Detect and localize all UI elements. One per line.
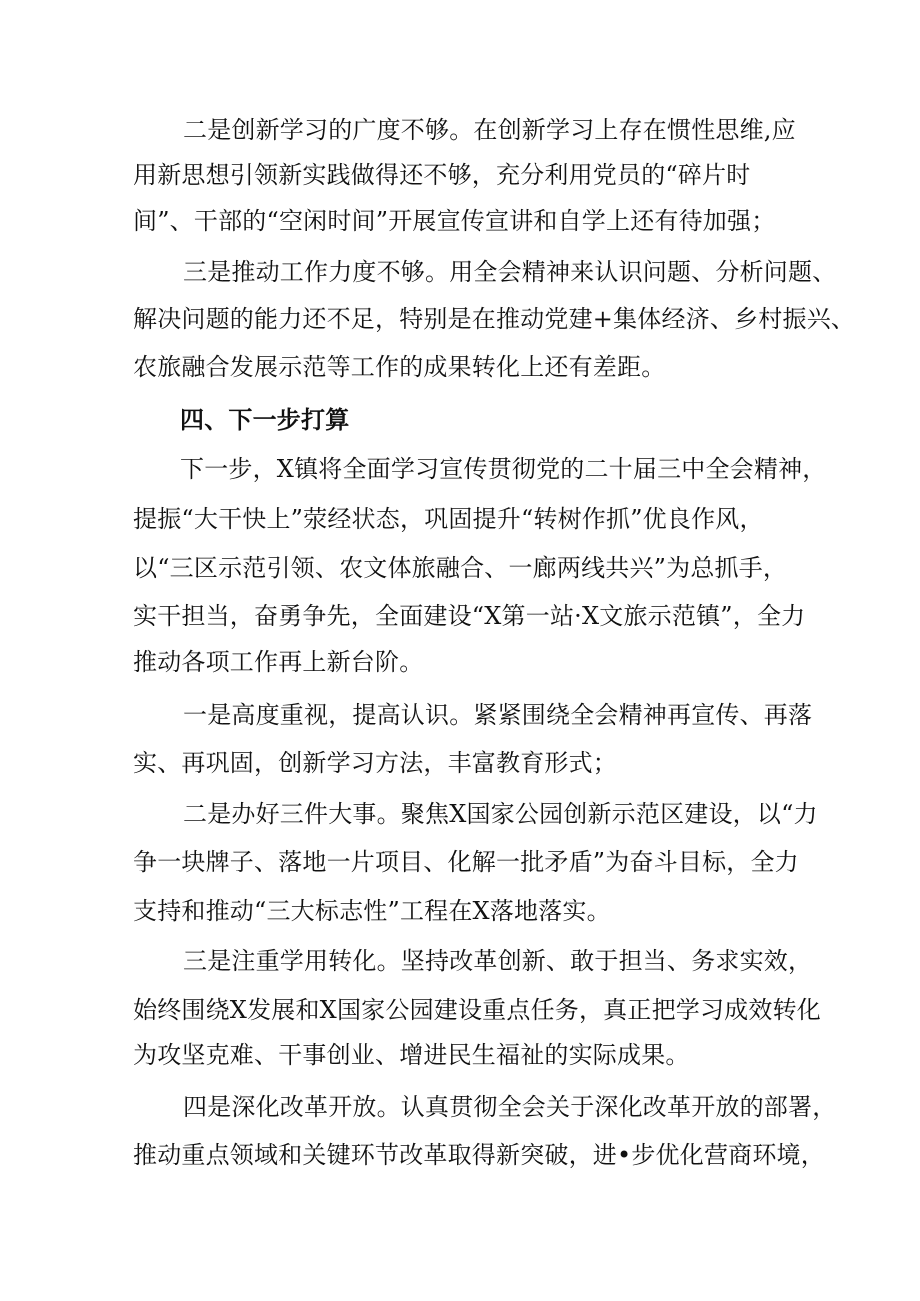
paragraph-line: 推动各项工作再上新台阶。: [133, 648, 424, 676]
paragraph-line: 始终围绕X发展和X国家公园建设重点任务，真正把学习成效转化: [133, 996, 821, 1024]
paragraph-line: 支持和推动“三大标志性”工程在X落地落实。: [133, 897, 611, 925]
paragraph-line: 以“三区示范引领、农文体旅融合、一廊两线共兴”为总抓手，: [133, 554, 788, 582]
paragraph-line: 三是注重学用转化。坚持改革创新、敢于担当、务求实效，: [183, 947, 813, 975]
paragraph-line: 争一块牌子、落地一片项目、化解一批矛盾”为奋斗目标，全力: [133, 848, 799, 876]
paragraph-line: 实干担当，奋勇争先，全面建设“X第一站·X文旅示范镇”，全力: [133, 602, 806, 630]
paragraph-line: 农旅融合发展示范等工作的成果转化上还有差距。: [133, 353, 666, 381]
paragraph-line: 四是深化改革开放。认真贯彻全会关于深化改革开放的部署，: [183, 1093, 837, 1121]
paragraph-line: 推动重点领域和关键环节改革取得新突破，进•步优化营商环境，: [133, 1141, 825, 1169]
paragraph-line: 一是高度重视，提高认识。紧紧围绕全会精神再宣传、再落: [183, 701, 813, 729]
paragraph-line: 三是推动工作力度不够。用全会精神来认识问题、分析问题、: [183, 258, 837, 286]
paragraph-line: 间”、干部的“空闲时间”开展宣传宣讲和自学上还有待加强；: [133, 207, 776, 235]
paragraph-line: 为攻坚克难、干事创业、增进民生福祉的实际成果。: [133, 1041, 690, 1069]
paragraph-line: 实、再巩固，创新学习方法，丰富教育形式；: [133, 749, 617, 777]
paragraph-line: 提振“大干快上”荥经状态，巩固提升“转树作抓”优良作风，: [133, 505, 764, 533]
section-heading: 四、下一步打算: [180, 406, 350, 434]
paragraph-line: 用新思想引领新实践做得还不够，充分利用党员的“碎片时: [133, 161, 751, 189]
paragraph-line: 二是办好三件大事。聚焦X国家公园创新示范区建设，以“力: [183, 800, 818, 828]
paragraph-line: 二是创新学习的广度不够。在创新学习上存在惯性思维,应: [183, 116, 796, 144]
paragraph-line: 下一步，X镇将全面学习宣传贯彻党的二十届三中全会精神，: [180, 455, 827, 483]
paragraph-line: 解决问题的能力还不足，特别是在推动党建+集体经济、乡村振兴、: [133, 305, 856, 333]
